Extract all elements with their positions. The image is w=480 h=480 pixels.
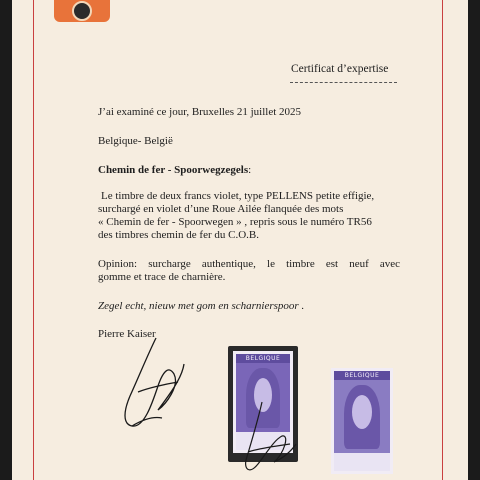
subject-heading-text: Chemin de fer - Spoorwegzegels (98, 164, 249, 176)
stamp-reverse (331, 368, 393, 474)
country-line: Belgique- België (98, 135, 173, 147)
subject-heading (98, 164, 251, 177)
opinion-line-2: gomme et trace de charnière. (98, 271, 226, 283)
expert-seal-icon (54, 0, 110, 22)
handwritten-signature-overlay (240, 400, 300, 480)
portrait-face (352, 395, 372, 429)
description-line-2: surchargé en violet d’une Roue Ailée flanquée des mots (98, 203, 344, 215)
left-red-margin-line (33, 0, 34, 480)
description-line-4: des timbres chemin de fer du C.O.B. (98, 229, 259, 241)
dutch-statement: Zegel echt, nieuw met gom en scharnierspoor . (98, 300, 305, 312)
subject-heading-colon: : (248, 164, 252, 176)
signatory-name: Pierre Kaiser (98, 328, 156, 340)
king-portrait-icon (344, 385, 380, 449)
description-line-3: « Chemin de fer - Spoorwegen » , repris sous le numéro TR56 (98, 216, 372, 228)
stamp-header: BELGIQUE (334, 371, 390, 380)
right-red-margin-line (442, 0, 443, 480)
opinion-line-1: Opinion: surcharge authentique, le timbre est neuf avec (98, 258, 400, 270)
title-underline (290, 82, 397, 83)
description-line-1: Le timbre de deux francs violet, type PELLENS petite effigie, (101, 190, 375, 202)
handwritten-signature-left (118, 334, 188, 434)
stamp-footer (334, 453, 390, 471)
certificate-title: Certificat d’expertise (291, 63, 389, 75)
stamp-header: BELGIQUE (236, 354, 290, 363)
seal-center (72, 1, 92, 21)
examination-line: J’ai examiné ce jour, Bruxelles 21 juillet 2025 (98, 106, 302, 118)
